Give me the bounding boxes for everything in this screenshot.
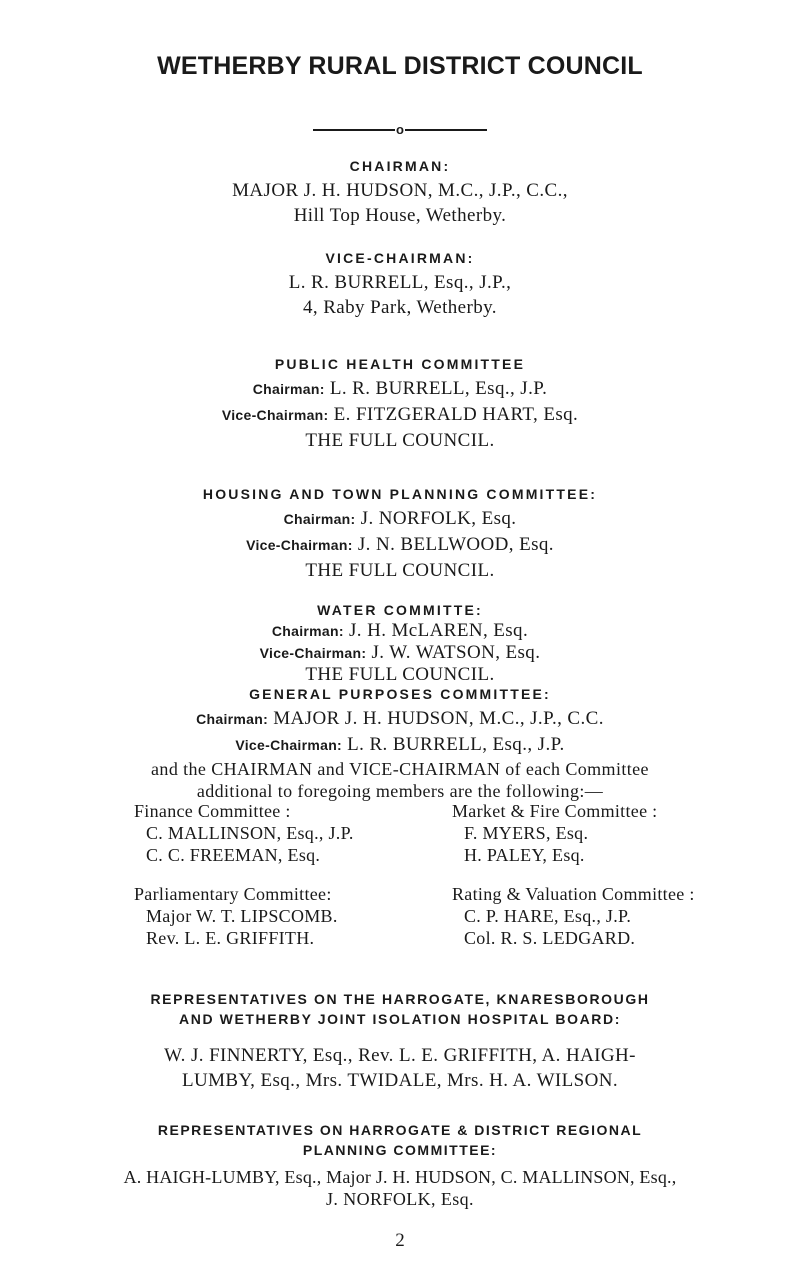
housing-vice-chairman [0, 532, 800, 558]
chairman-address: Hill Top House, Wetherby. [293, 205, 507, 226]
list-item: C. MALLINSON, Esq., J.P. [146, 823, 354, 843]
vice-chairman-address: 4, Raby Park, Wetherby. [303, 297, 497, 318]
finance-committee [134, 800, 354, 866]
water-heading: WATER COMMITTE: [317, 602, 483, 618]
list-item: F. MYERS, Esq. [464, 823, 589, 843]
list-item: Col. R. S. LEDGARD. [464, 928, 636, 948]
chairman-heading: CHAIRMAN: [349, 158, 451, 174]
housing-members: THE FULL COUNCIL. [305, 560, 495, 581]
chairman-label: Chairman: [283, 511, 356, 527]
list-item: Major W. T. LIPSCOMB. [146, 906, 338, 926]
chairman-section [0, 156, 800, 228]
isolation-board-section [0, 989, 800, 1093]
housing-committee [0, 484, 800, 583]
vice-chairman-value: E. FITZGERALD HART, Esq. [333, 404, 579, 425]
chairman-label: Chairman: [196, 711, 269, 727]
housing-heading: HOUSING AND TOWN PLANNING COMMITTEE: [202, 486, 598, 502]
regional-planning-section [0, 1120, 800, 1210]
market-fire-committee-title: Market & Fire Committee : [452, 801, 658, 821]
isolation-board-heading-line1: REPRESENTATIVES ON THE HARROGATE, KNARESBOROUGH [150, 991, 650, 1007]
water-vice-chairman [0, 642, 800, 664]
regional-planning-heading-line1: REPRESENTATIVES ON HARROGATE & DISTRICT REGIONAL [157, 1122, 643, 1138]
rating-valuation-committee [452, 883, 695, 949]
vice-chairman-name: L. R. BURRELL, Esq., J.P., [288, 272, 512, 293]
list-item: C. C. FREEMAN, Esq. [146, 845, 321, 865]
parliamentary-committee-title: Parliamentary Committee: [134, 884, 332, 904]
list-item: C. P. HARE, Esq., J.P. [464, 906, 632, 926]
page-title: WETHERBY RURAL DISTRICT COUNCIL [157, 52, 643, 80]
chairman-value: J. H. McLAREN, Esq. [348, 620, 529, 641]
vice-chairman-heading: VICE-CHAIRMAN: [325, 250, 475, 266]
housing-chairman [0, 506, 800, 532]
water-committee [0, 600, 800, 685]
regional-planning-members-line1: A. HAIGH-LUMBY, Esq., Major J. H. HUDSON, C. MALLINSON, Esq., [123, 1167, 677, 1187]
isolation-board-heading-line2: AND WETHERBY JOINT ISOLATION HOSPITAL BOARD: [179, 1011, 621, 1027]
chairman-label: Chairman: [252, 381, 325, 397]
public-health-committee [0, 354, 800, 453]
vice-chairman-label: Vice-Chairman: [221, 407, 329, 423]
vice-chairman-label: Vice-Chairman: [259, 645, 367, 661]
vice-chairman-value: L. R. BURRELL, Esq., J.P. [347, 734, 565, 755]
vice-chairman-value: J. N. BELLWOOD, Esq. [357, 534, 554, 555]
chairman-label: Chairman: [271, 623, 344, 639]
ornamental-divider [0, 124, 800, 136]
parliamentary-committee [134, 883, 338, 949]
public-health-vice-chairman [0, 402, 800, 428]
public-health-chairman [0, 376, 800, 402]
page-number: 2 [395, 1230, 405, 1251]
divider-rule-right [405, 129, 487, 131]
vice-chairman-section [0, 248, 800, 320]
water-chairman [0, 620, 800, 642]
general-purposes-note-line1: and the CHAIRMAN and VICE-CHAIRMAN of each Committee [151, 759, 649, 779]
general-purposes-committee [0, 684, 800, 802]
list-item: H. PALEY, Esq. [464, 845, 585, 865]
water-members: THE FULL COUNCIL. [305, 664, 495, 685]
divider-glyph: o [396, 122, 404, 137]
regional-planning-heading-line2: PLANNING COMMITTEE: [302, 1142, 498, 1158]
chairman-value: L. R. BURRELL, Esq., J.P. [329, 378, 548, 399]
general-purposes-vice-chairman [0, 732, 800, 758]
list-item: Rev. L. E. GRIFFITH. [146, 928, 315, 948]
chairman-value: J. NORFOLK, Esq. [360, 508, 517, 529]
isolation-board-members-line2: LUMBY, Esq., Mrs. TWIDALE, Mrs. H. A. WILSON. [182, 1070, 618, 1091]
vice-chairman-label: Vice-Chairman: [246, 537, 353, 553]
regional-planning-members-line2: J. NORFOLK, Esq. [326, 1189, 474, 1209]
vice-chairman-label: Vice-Chairman: [235, 737, 343, 753]
general-purposes-chairman [0, 706, 800, 732]
market-fire-committee [452, 800, 657, 866]
chairman-value: MAJOR J. H. HUDSON, M.C., J.P., C.C. [273, 708, 604, 729]
vice-chairman-value: J. W. WATSON, Esq. [371, 642, 541, 663]
finance-committee-title: Finance Committee : [134, 801, 291, 821]
general-purposes-heading: GENERAL PURPOSES COMMITTEE: [249, 686, 551, 702]
rating-valuation-committee-title: Rating & Valuation Committee : [452, 884, 695, 904]
public-health-heading: PUBLIC HEALTH COMMITTEE [274, 356, 526, 372]
chairman-name: MAJOR J. H. HUDSON, M.C., J.P., C.C., [232, 180, 568, 201]
isolation-board-members-line1: W. J. FINNERTY, Esq., Rev. L. E. GRIFFITH, A. HAIGH- [164, 1045, 636, 1066]
general-purposes-note-line2: additional to foregoing members are the following:— [196, 781, 604, 801]
public-health-members: THE FULL COUNCIL. [305, 430, 495, 451]
divider-rule-left [313, 129, 395, 131]
